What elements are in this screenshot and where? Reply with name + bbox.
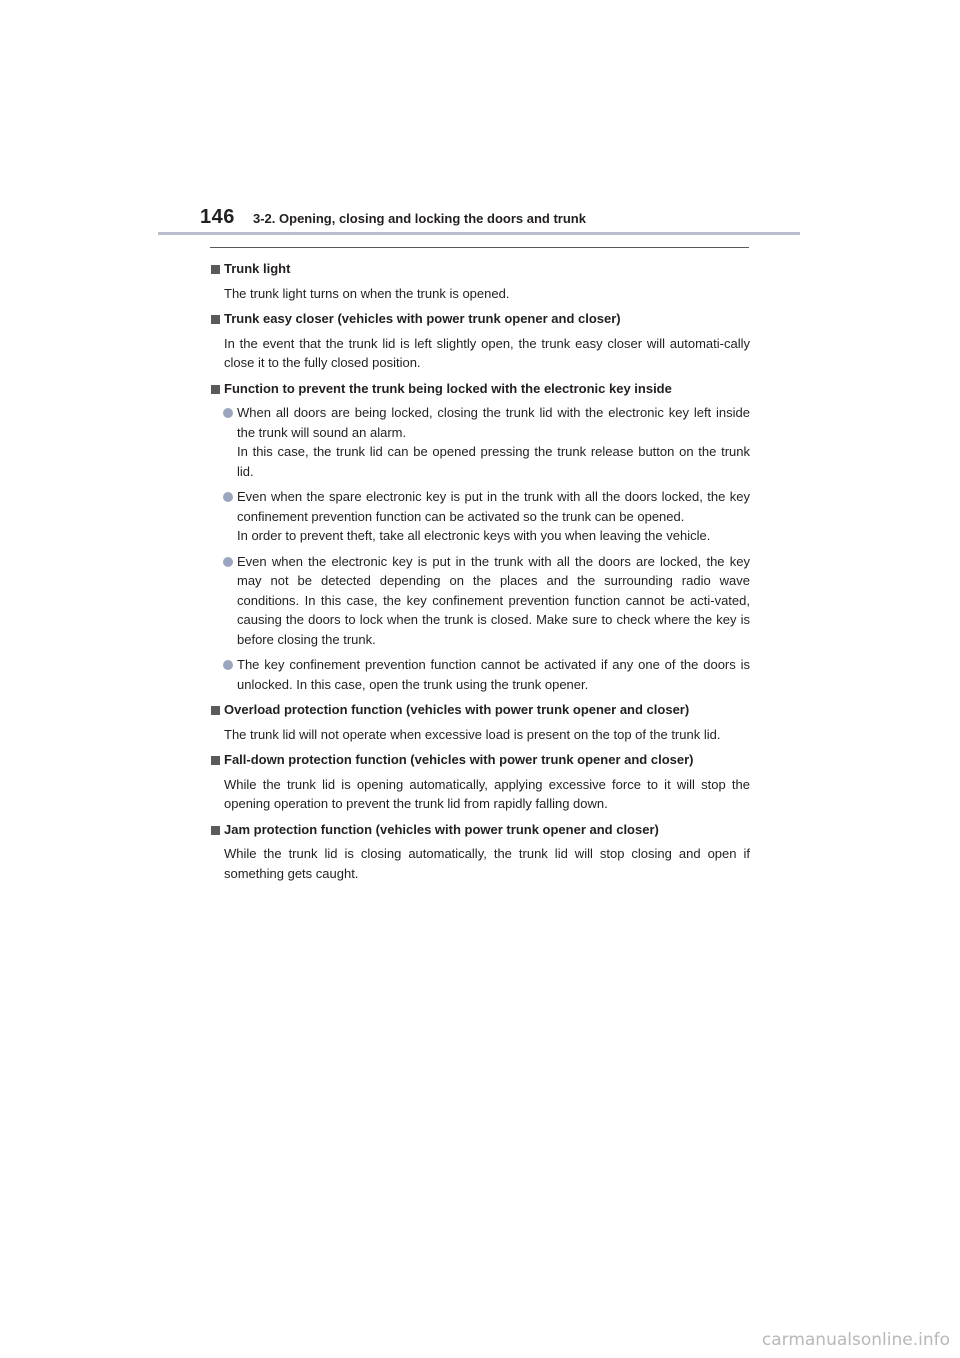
section-trunk-light [211, 259, 750, 303]
section-prevent-lock [211, 379, 750, 695]
bullet-text: The key confinement prevention function cannot be activated if any one of the doors is unlocked. In this case, open the trunk using the trunk opener. [237, 657, 750, 692]
bullet-item [237, 655, 750, 694]
bullet-text: Even when the electronic key is put in the trunk with all the doors are locked, the key may not be detected depending on the places and the surrounding radio wave conditions. In this case, the key confinement prevention function cannot be acti-vated, causing the doors to lock when the trunk is closed. Make sure to check where the key is before closing the trunk. [237, 553, 750, 647]
circle-bullet-icon [223, 408, 233, 418]
circle-bullet-icon [223, 660, 233, 670]
section-easy-closer [211, 309, 750, 373]
header-divider [158, 232, 800, 235]
section-text: In the event that the trunk lid is left slightly open, the trunk easy closer will automati-cally close it to the fully closed position. [224, 335, 750, 370]
content-divider [210, 247, 749, 248]
section-heading: Trunk light [224, 261, 291, 276]
page-content [211, 259, 750, 889]
section-heading: Fall-down protection function (vehicles with power trunk opener and closer) [224, 752, 694, 767]
bullet-text: In this case, the trunk lid can be opened pressing the trunk release button on the trunk lid. [237, 444, 750, 479]
bullet-text: Even when the spare electronic key is put in the trunk with all the doors locked, the key confinement prevention function can be activated so the trunk can be opened. [237, 489, 750, 524]
circle-bullet-icon [223, 492, 233, 502]
bullet-text: When all doors are being locked, closing the trunk lid with the electronic key left inside the trunk will sound an alarm. [237, 405, 750, 440]
section-text: The trunk lid will not operate when excessive load is present on the top of the trunk lid. [224, 726, 721, 742]
section-heading: Trunk easy closer (vehicles with power trunk opener and closer) [224, 311, 621, 326]
bullet-item [237, 487, 750, 546]
section-text: While the trunk lid is opening automatically, applying excessive force to it will stop the opening operation to prevent the trunk lid from rapidly falling down. [224, 776, 750, 811]
square-bullet-icon [211, 826, 220, 835]
square-bullet-icon [211, 265, 220, 274]
section-text: The trunk light turns on when the trunk is opened. [224, 285, 510, 301]
page-header [158, 200, 800, 238]
square-bullet-icon [211, 385, 220, 394]
section-heading: Overload protection function (vehicles with power trunk opener and closer) [224, 702, 690, 717]
section-heading: Jam protection function (vehicles with power trunk opener and closer) [224, 821, 659, 837]
section-jam [211, 820, 750, 884]
square-bullet-icon [211, 756, 220, 765]
page-number: 146 [200, 206, 235, 228]
section-heading: Function to prevent the trunk being locked with the electronic key inside [224, 380, 672, 396]
bullet-text: In order to prevent theft, take all electronic keys with you when leaving the vehicle. [237, 528, 711, 543]
bullet-item [237, 403, 750, 481]
square-bullet-icon [211, 315, 220, 324]
section-text: While the trunk lid is closing automatically, the trunk lid will stop closing and open if something gets caught. [224, 846, 750, 881]
square-bullet-icon [211, 706, 220, 715]
chapter-section-title: 3-2. Opening, closing and locking the doors and trunk [253, 211, 586, 226]
section-overload [211, 700, 750, 744]
watermark: carmanualsonline.info [761, 1330, 950, 1350]
circle-bullet-icon [223, 557, 233, 567]
bullet-item [237, 552, 750, 650]
section-fall-down [211, 750, 750, 814]
